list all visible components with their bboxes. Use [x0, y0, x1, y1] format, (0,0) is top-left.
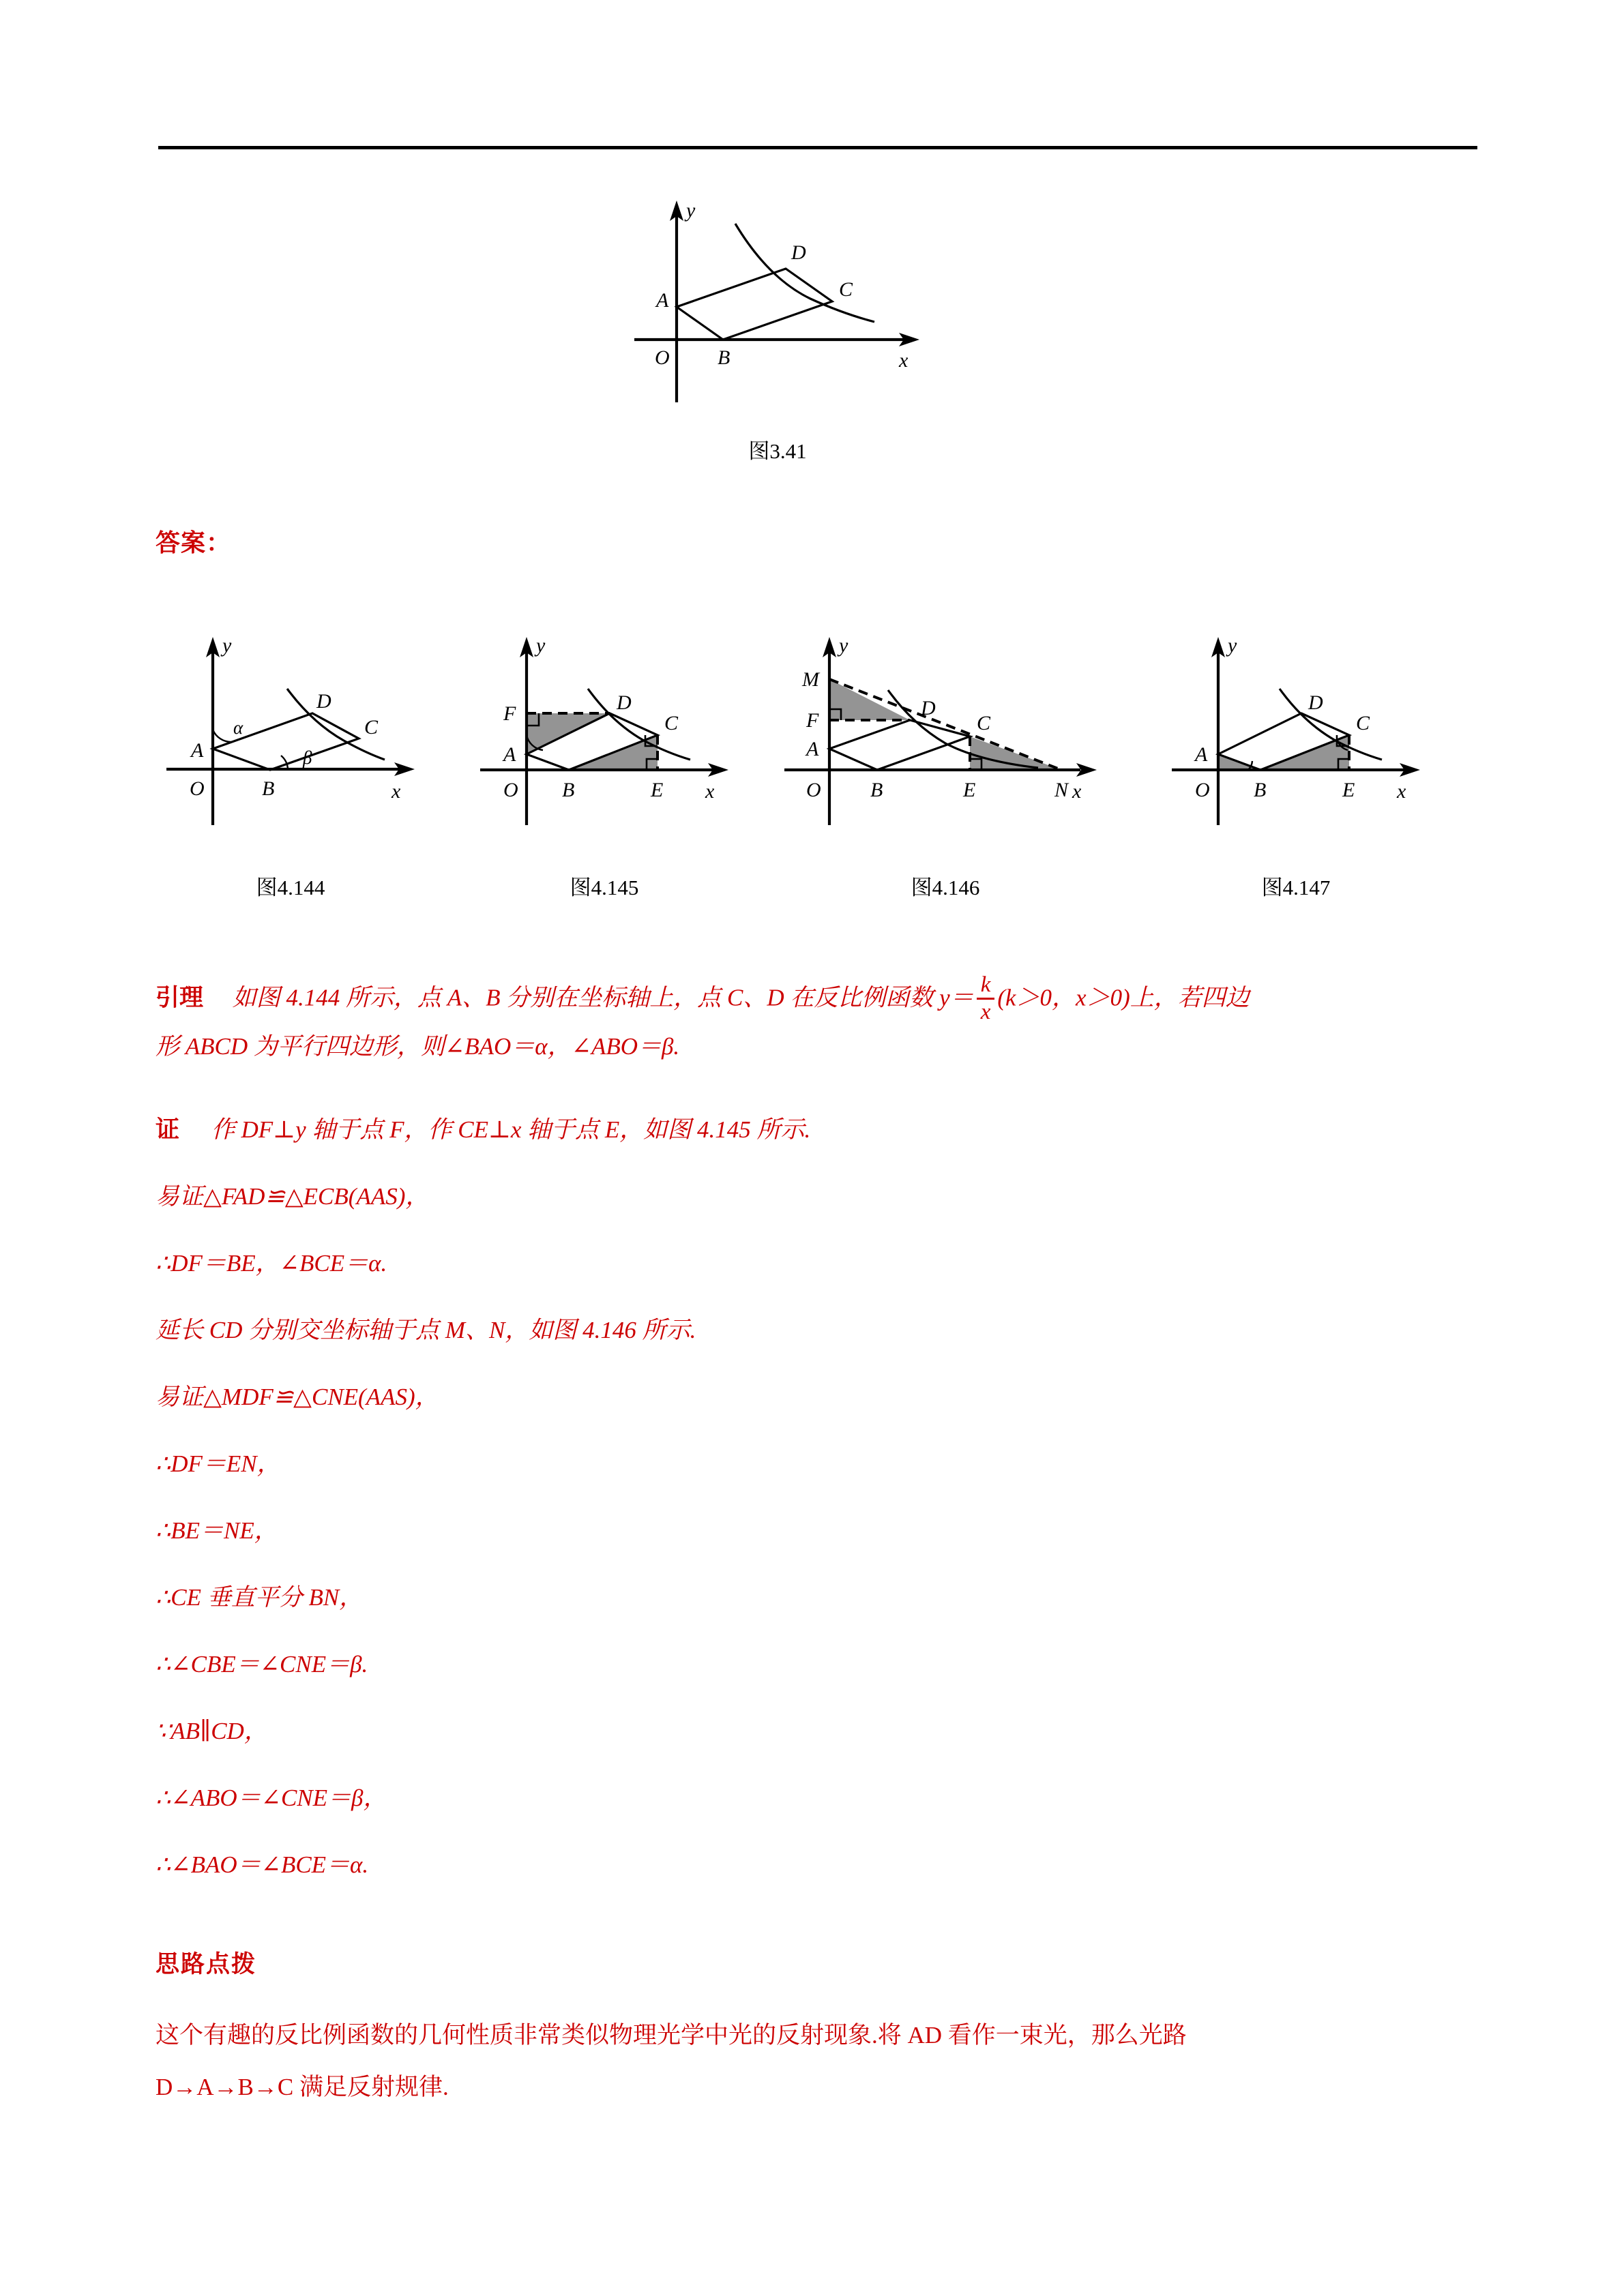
svg-text:O: O — [806, 779, 821, 801]
figure-4-146 — [775, 627, 1116, 832]
svg-text:B: B — [870, 779, 883, 801]
svg-text:O: O — [1195, 779, 1210, 801]
svg-text:O: O — [503, 779, 518, 801]
figure-4-146-caption: 图4.146 — [911, 876, 980, 899]
proof-line-4: 易证△MDF≌△CNE(AAS)， — [156, 1384, 439, 1410]
proof-line-0 — [156, 1113, 810, 1147]
proof-line-10: ∴∠ABO＝∠CNE＝β， — [156, 1785, 387, 1811]
svg-text:y: y — [839, 634, 848, 657]
proof-line-9: ∵AB∥CD， — [156, 1718, 268, 1744]
proof-line-1: 易证△FAD≌△ECB(AAS)， — [156, 1183, 430, 1210]
tips-title: 思路点拨 — [156, 1951, 257, 1978]
svg-text:A: A — [1195, 743, 1208, 766]
svg-text:D: D — [791, 241, 806, 264]
tips-body-line-2: D→A→B→C 满足反射规律. — [156, 2074, 449, 2100]
svg-text:C: C — [839, 278, 853, 301]
svg-text:α: α — [233, 717, 243, 738]
figure-4-144-caption: 图4.144 — [256, 876, 325, 899]
svg-text:x: x — [1072, 780, 1082, 803]
proof-line-5: ∴DF＝EN， — [156, 1450, 281, 1477]
svg-text:B: B — [562, 779, 575, 801]
svg-text:A: A — [806, 738, 819, 760]
proof-line-3: 延长 CD 分别交坐标轴于点 M、N，如图 4.146 所示. — [156, 1317, 696, 1343]
svg-text:A: A — [191, 739, 204, 762]
svg-text:x: x — [899, 349, 909, 372]
svg-text:M: M — [802, 668, 819, 691]
figure-row — [0, 627, 1624, 852]
answer-label: 答案： — [156, 529, 232, 556]
figure-4-147-caption: 图4.147 — [1261, 876, 1331, 899]
svg-text:x: x — [705, 780, 715, 803]
svg-text:C: C — [1356, 712, 1370, 734]
figure-4-145 — [461, 627, 748, 832]
proof-line-2: ∴DF＝BE，∠BCE＝α. — [156, 1250, 387, 1277]
proof-line-8: ∴∠CBE＝∠CNE＝β. — [156, 1651, 368, 1678]
lemma-line-2: 形 ABCD 为平行四边形，则∠BAO＝α，∠ABO＝β. — [156, 1033, 680, 1060]
svg-text:O: O — [190, 777, 205, 800]
proof-line-7: ∴CE 垂直平分 BN， — [156, 1584, 364, 1611]
figure-4-144 — [147, 627, 434, 832]
figure-4-147 — [1153, 627, 1439, 832]
lemma-label: 引理 — [156, 984, 204, 1011]
svg-text:y: y — [536, 634, 546, 657]
lemma-part-1: 如图 4.144 所示，点 A、B 分别在坐标轴上，点 C、D 在反比例函数 y＝ — [232, 984, 974, 1011]
figure-4-145-caption: 图4.145 — [570, 876, 639, 899]
svg-text:A: A — [656, 289, 669, 312]
svg-text:C: C — [977, 712, 991, 734]
fraction-denominator: x — [980, 1000, 991, 1024]
proof-line-6: ∴BE＝NE， — [156, 1517, 278, 1544]
svg-text:O: O — [655, 346, 670, 369]
proof-line-0-text: 作 DF⊥y 轴于点 F，作 CE⊥x 轴于点 E，如图 4.145 所示. — [211, 1116, 811, 1143]
svg-text:B: B — [1254, 779, 1267, 801]
lemma-part-2: (k＞0，x＞0)上，若四边 — [997, 984, 1250, 1011]
svg-text:C: C — [364, 716, 379, 739]
svg-text:F: F — [806, 709, 819, 732]
proof-label: 证 — [156, 1116, 180, 1143]
svg-text:E: E — [963, 779, 976, 801]
svg-text:D: D — [921, 697, 936, 719]
svg-text:β: β — [303, 747, 312, 768]
svg-text:D: D — [617, 691, 632, 714]
svg-text:y: y — [222, 634, 232, 657]
fraction-k-over-x — [977, 974, 995, 1024]
figure-3-41 — [634, 198, 921, 402]
svg-text:y: y — [1228, 634, 1237, 657]
svg-text:B: B — [262, 777, 275, 800]
svg-text:E: E — [651, 779, 664, 801]
svg-text:y: y — [686, 199, 696, 222]
svg-text:E: E — [1342, 779, 1355, 801]
svg-text:D: D — [1308, 691, 1323, 714]
figure-3-41-caption: 图3.41 — [748, 439, 807, 463]
svg-text:F: F — [503, 702, 516, 725]
svg-text:x: x — [392, 780, 401, 803]
tips-body-line-1: 这个有趣的反比例函数的几何性质非常类似物理光学中光的反射现象.将 AD 看作一束光，那么光路 — [156, 2022, 1187, 2048]
svg-text:x: x — [1397, 780, 1406, 803]
svg-text:D: D — [316, 690, 331, 713]
svg-text:C: C — [664, 712, 679, 734]
header-divider — [158, 146, 1477, 149]
svg-text:B: B — [718, 346, 730, 369]
proof-line-11: ∴∠BAO＝∠BCE＝α. — [156, 1851, 369, 1878]
svg-text:A: A — [503, 743, 516, 766]
lemma-line-1 — [156, 972, 1250, 1025]
svg-text:N: N — [1054, 779, 1069, 801]
fraction-numerator: k — [980, 972, 991, 997]
